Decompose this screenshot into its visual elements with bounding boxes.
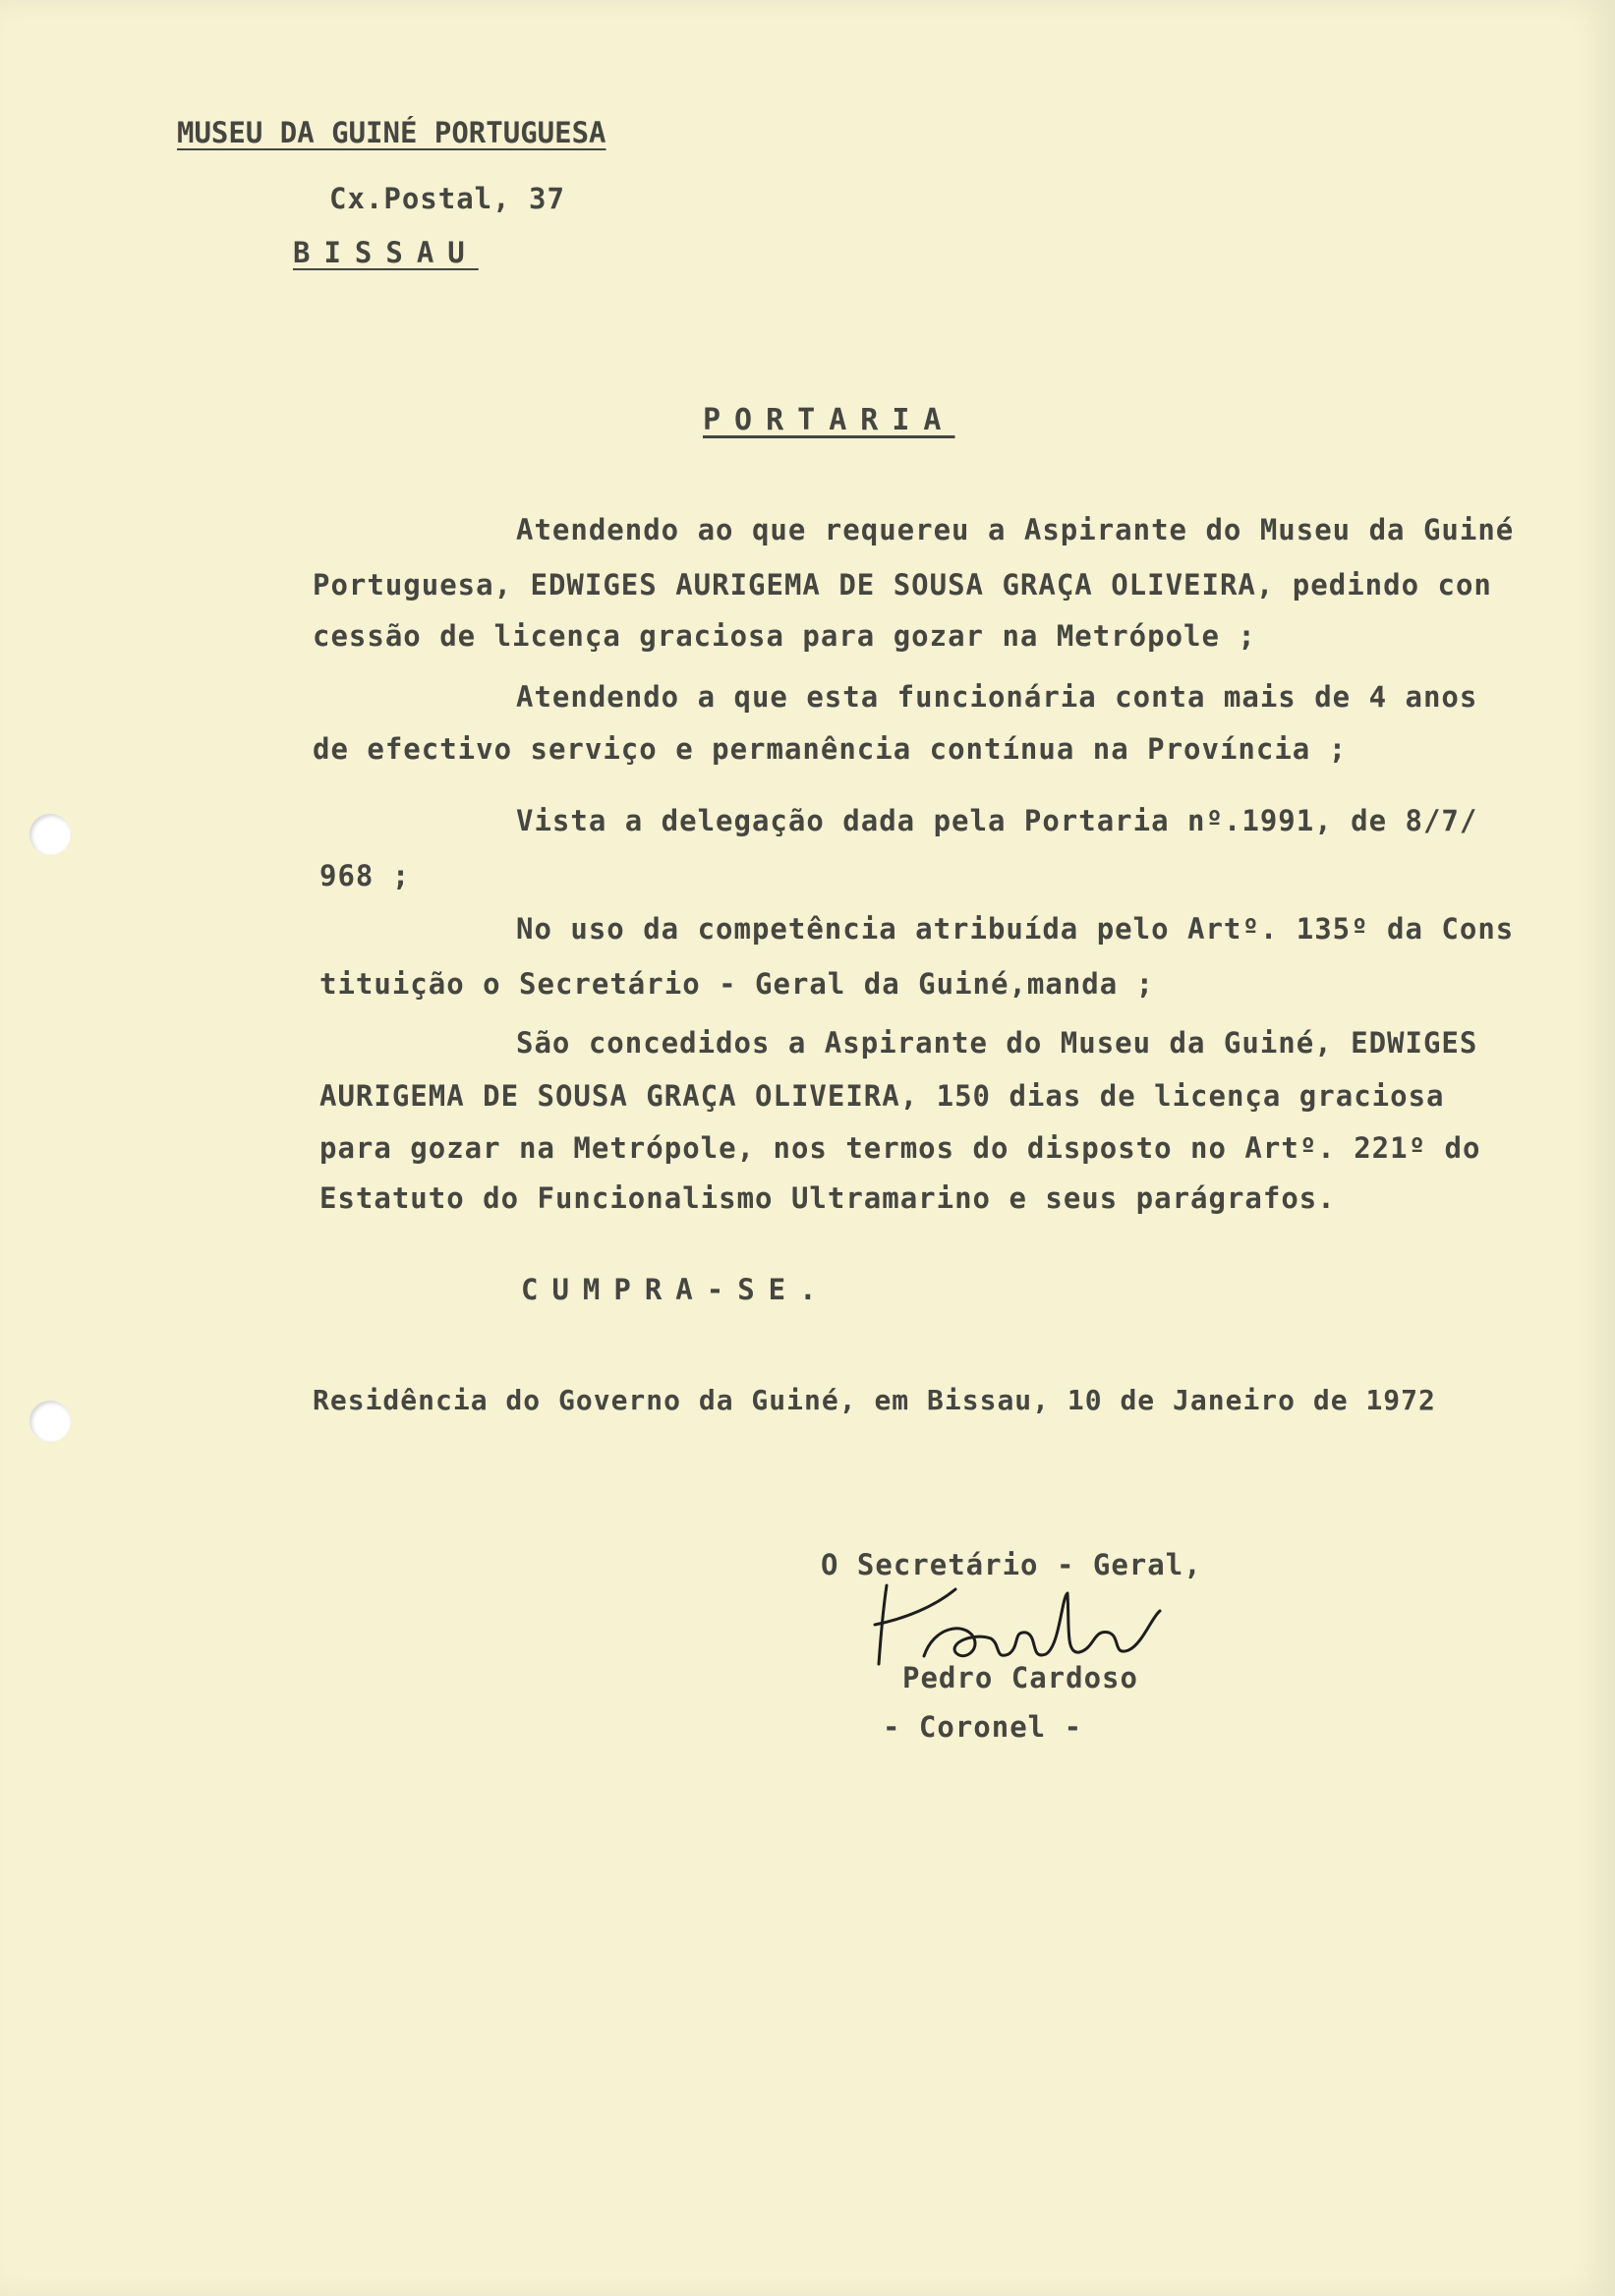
paragraph-5-line-3: para gozar na Metrópole, nos termos do disposto no Artº. 221º do	[319, 1131, 1481, 1165]
paragraph-3-line-1: Vista a delegação dada pela Portaria nº.1991, de 8/7/	[516, 804, 1478, 837]
signatory-rank: - Coronel -	[883, 1710, 1083, 1744]
paragraph-1-line-2: Portuguesa, EDWIGES AURIGEMA DE SOUSA GRAÇA OLIVEIRA, pedindo con	[313, 568, 1492, 602]
paragraph-5-line-1: São concedidos a Aspirante do Museu da Guiné, EDWIGES	[516, 1026, 1478, 1060]
handwritten-signature	[865, 1568, 1180, 1676]
punch-hole-bottom	[29, 1401, 71, 1442]
cumpra-se: CUMPRA-SE.	[521, 1273, 831, 1306]
city-name: BISSAU	[293, 236, 479, 269]
punch-hole-top	[29, 814, 71, 855]
paragraph-5-line-2: AURIGEMA DE SOUSA GRAÇA OLIVEIRA, 150 dias de licença graciosa	[319, 1079, 1445, 1113]
postal-box: Cx.Postal, 37	[329, 182, 565, 215]
paragraph-3-line-2: 968 ;	[319, 859, 411, 892]
paragraph-4-line-2: tituição o Secretário - Geral da Guiné,manda ;	[319, 967, 1155, 1001]
document-title: PORTARIA	[703, 403, 955, 437]
institution-name: MUSEU DA GUINÉ PORTUGUESA	[177, 116, 606, 149]
paragraph-1-line-1: Atendendo ao que requereu a Aspirante do Museu da Guiné	[516, 513, 1515, 546]
paragraph-2-line-1: Atendendo a que esta funcionária conta mais de 4 anos	[516, 680, 1478, 714]
paragraph-5-line-4: Estatuto do Funcionalismo Ultramarino e seus parágrafos.	[319, 1181, 1336, 1215]
paragraph-1-line-3: cessão de licença graciosa para gozar na Metrópole ;	[313, 619, 1256, 653]
paragraph-4-line-1: No uso da competência atribuída pelo Artº. 135º da Cons	[516, 912, 1515, 946]
signatory-name: Pedro Cardoso	[902, 1661, 1138, 1694]
paragraph-2-line-2: de efectivo serviço e permanência contínua na Província ;	[313, 732, 1348, 766]
date-line: Residência do Governo da Guiné, em Bissau, 10 de Janeiro de 1972	[313, 1384, 1436, 1416]
signatory-role: O Secretário - Geral,	[821, 1548, 1202, 1581]
